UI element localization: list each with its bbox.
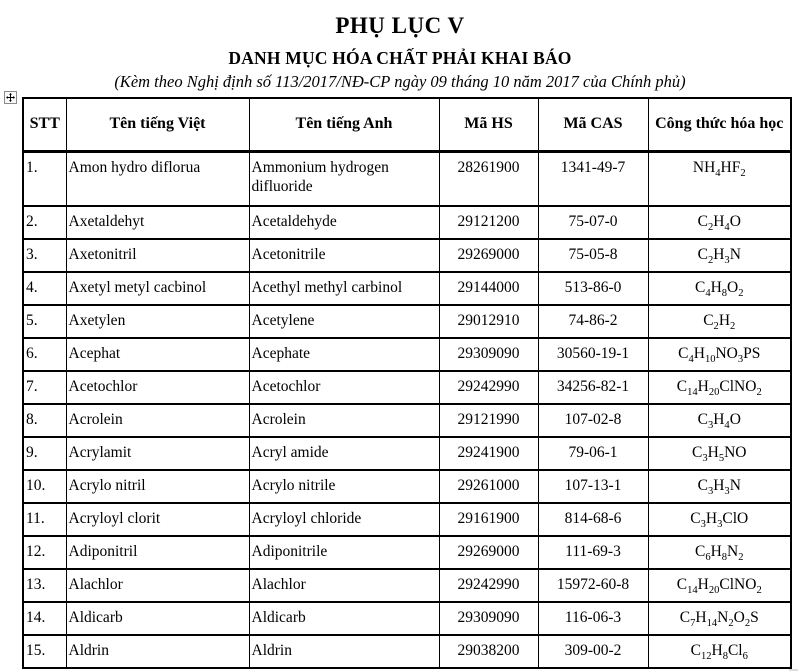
cell-formula: $C_4H_8O_2$	[648, 272, 791, 305]
cell-stt: 2.	[23, 206, 66, 239]
cell-formula: $C_4H_{10}NO_3PS$	[648, 338, 791, 371]
cell-name-vi: Acryloyl clorit	[66, 503, 249, 536]
cell-name-vi: Axetonitril	[66, 239, 249, 272]
table-row	[23, 338, 791, 371]
table-header	[23, 98, 791, 151]
page-title: PHỤ LỤC V	[335, 13, 465, 38]
chemicals-table	[22, 97, 792, 669]
cell-name-en: Acrolein	[249, 404, 439, 437]
cell-stt: 13.	[23, 569, 66, 602]
cell-formula: $C_3H_3N$	[648, 470, 791, 503]
cell-name-vi: Amon hydro diflorua	[66, 151, 249, 206]
cell-formula: $C_7H_{14}N_2O_2S$	[648, 602, 791, 635]
table-row	[23, 206, 791, 239]
cell-stt: 4.	[23, 272, 66, 305]
table-row	[23, 470, 791, 503]
cell-stt: 8.	[23, 404, 66, 437]
cell-cas-code: 15972-60-8	[538, 569, 648, 602]
cell-name-vi: Aldrin	[66, 635, 249, 668]
column-header-formula: Công thức hóa học	[648, 98, 791, 151]
cell-cas-code: 107-13-1	[538, 470, 648, 503]
cell-formula: $C_{12}H_8Cl_6$	[648, 635, 791, 668]
cell-hs-code: 29269000	[439, 239, 538, 272]
cell-formula: $C_2H_3N$	[648, 239, 791, 272]
table-row	[23, 239, 791, 272]
column-header-stt: STT	[23, 98, 66, 151]
column-header-cas: Mã CAS	[538, 98, 648, 151]
cell-cas-code: 814-68-6	[538, 503, 648, 536]
cell-hs-code: 29161900	[439, 503, 538, 536]
cell-hs-code: 29121200	[439, 206, 538, 239]
cell-formula: $C_2H_4O$	[648, 206, 791, 239]
cell-name-vi: Axetylen	[66, 305, 249, 338]
table-row	[23, 305, 791, 338]
cell-cas-code: 75-07-0	[538, 206, 648, 239]
cell-stt: 12.	[23, 536, 66, 569]
cell-cas-code: 116-06-3	[538, 602, 648, 635]
cell-name-vi: Acephat	[66, 338, 249, 371]
cell-stt: 6.	[23, 338, 66, 371]
cell-hs-code: 28261900	[439, 151, 538, 206]
cell-name-en: Acetaldehyde	[249, 206, 439, 239]
table-row	[23, 151, 791, 206]
cell-hs-code: 29269000	[439, 536, 538, 569]
cell-hs-code: 29242990	[439, 371, 538, 404]
cell-stt: 15.	[23, 635, 66, 668]
decree-note: (Kèm theo Nghị định số 113/2017/NĐ-CP ngày 09 tháng 10 năm 2017 của Chính phủ)	[114, 72, 686, 91]
page-subtitle: DANH MỤC HÓA CHẤT PHẢI KHAI BÁO	[228, 48, 572, 68]
cell-cas-code: 513-86-0	[538, 272, 648, 305]
cell-name-en: Alachlor	[249, 569, 439, 602]
cell-name-vi: Acetochlor	[66, 371, 249, 404]
cell-name-vi: Aldicarb	[66, 602, 249, 635]
cell-formula: $C_2H_2$	[648, 305, 791, 338]
table-row	[23, 602, 791, 635]
cell-name-vi: Axetyl metyl cacbinol	[66, 272, 249, 305]
cell-stt: 10.	[23, 470, 66, 503]
table-row	[23, 503, 791, 536]
cell-stt: 9.	[23, 437, 66, 470]
cell-name-en: Acryl amide	[249, 437, 439, 470]
cell-cas-code: 107-02-8	[538, 404, 648, 437]
column-header-vi: Tên tiếng Việt	[66, 98, 249, 151]
cell-hs-code: 29012910	[439, 305, 538, 338]
cell-hs-code: 29309090	[439, 602, 538, 635]
cell-name-en: Adiponitrile	[249, 536, 439, 569]
table-row	[23, 404, 791, 437]
cell-cas-code: 79-06-1	[538, 437, 648, 470]
cell-hs-code: 29309090	[439, 338, 538, 371]
cell-name-en: Acephate	[249, 338, 439, 371]
cell-hs-code: 29038200	[439, 635, 538, 668]
cell-cas-code: 1341-49-7	[538, 151, 648, 206]
cell-name-en: Acryloyl chloride	[249, 503, 439, 536]
cell-stt: 14.	[23, 602, 66, 635]
cell-hs-code: 29261000	[439, 470, 538, 503]
cell-name-en: Acrylo nitrile	[249, 470, 439, 503]
table-row	[23, 272, 791, 305]
cell-name-vi: Acrolein	[66, 404, 249, 437]
table-row	[23, 371, 791, 404]
cell-cas-code: 34256-82-1	[538, 371, 648, 404]
column-header-en: Tên tiếng Anh	[249, 98, 439, 151]
column-header-hs: Mã HS	[439, 98, 538, 151]
cell-cas-code: 30560-19-1	[538, 338, 648, 371]
cell-stt: 3.	[23, 239, 66, 272]
cell-name-vi: Alachlor	[66, 569, 249, 602]
cell-stt: 5.	[23, 305, 66, 338]
cell-formula: $C_{14}H_{20}ClNO_2$	[648, 371, 791, 404]
cell-formula: $C_3H_3ClO$	[648, 503, 791, 536]
cell-name-vi: Acrylamit	[66, 437, 249, 470]
table-body	[23, 151, 791, 668]
table-row	[23, 437, 791, 470]
cell-hs-code: 29121990	[439, 404, 538, 437]
move-cross-icon	[6, 93, 15, 102]
cell-name-vi: Acrylo nitril	[66, 470, 249, 503]
cell-name-en: Acethyl methyl carbinol	[249, 272, 439, 305]
table-move-handle[interactable]	[4, 91, 17, 104]
cell-formula: $C_{14}H_{20}ClNO_2$	[648, 569, 791, 602]
cell-hs-code: 29242990	[439, 569, 538, 602]
cell-name-en: Aldrin	[249, 635, 439, 668]
cell-formula: $C_3H_4O$	[648, 404, 791, 437]
cell-stt: 11.	[23, 503, 66, 536]
cell-hs-code: 29241900	[439, 437, 538, 470]
cell-formula: $C_3H_5NO$	[648, 437, 791, 470]
cell-name-vi: Axetaldehyt	[66, 206, 249, 239]
cell-name-en: Acetonitrile	[249, 239, 439, 272]
cell-cas-code: 309-00-2	[538, 635, 648, 668]
cell-name-en: Acetochlor	[249, 371, 439, 404]
cell-cas-code: 74-86-2	[538, 305, 648, 338]
cell-cas-code: 111-69-3	[538, 536, 648, 569]
cell-stt: 1.	[23, 151, 66, 206]
cell-name-vi: Adiponitril	[66, 536, 249, 569]
header-row	[23, 98, 791, 151]
table-row	[23, 635, 791, 668]
cell-hs-code: 29144000	[439, 272, 538, 305]
cell-name-en: Aldicarb	[249, 602, 439, 635]
table-row	[23, 569, 791, 602]
cell-formula: $NH_4HF_2$	[648, 151, 791, 206]
cell-name-en: Acetylene	[249, 305, 439, 338]
cell-stt: 7.	[23, 371, 66, 404]
table-row	[23, 536, 791, 569]
cell-name-en: Ammonium hydrogen difluoride	[249, 151, 439, 206]
cell-formula: $C_6H_8N_2$	[648, 536, 791, 569]
cell-cas-code: 75-05-8	[538, 239, 648, 272]
